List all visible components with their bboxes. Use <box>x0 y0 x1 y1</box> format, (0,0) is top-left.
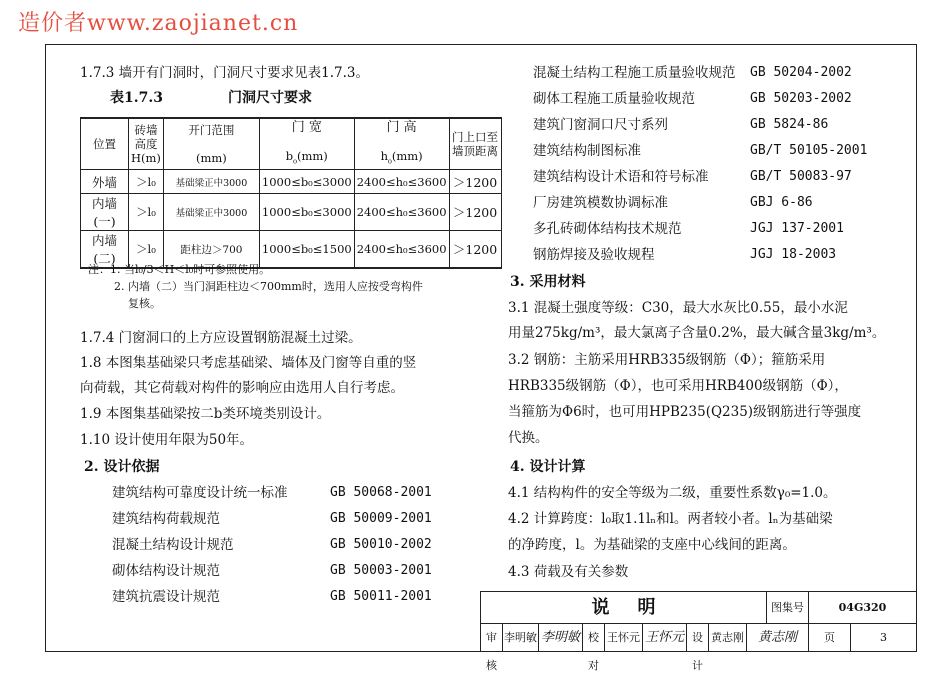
basis-name: 建筑结构设计术语和符号标准 <box>533 169 709 185</box>
heading-design-basis: 2. 设计依据 <box>84 459 160 475</box>
header-top-distance: 门上口至 墙顶距离 <box>449 118 501 170</box>
basis-name: 砌体工程施工质量验收规范 <box>533 91 695 107</box>
section-3-2-line-1: 3.2 钢筋：主筋采用HRB335级钢筋（Φ）；箍筋采用 <box>508 352 826 368</box>
section-1-10: 1.10 设计使用年限为50年。 <box>80 432 254 448</box>
cell-width: 1000≤b₀≤3000 <box>259 194 354 231</box>
section-3-2-line-4: 代换。 <box>508 430 549 446</box>
section-4-3: 4.3 荷载及有关参数 <box>508 564 629 580</box>
basis-code: GB 50010-2002 <box>330 537 432 552</box>
reviewer-name: 李明敏 <box>503 624 539 652</box>
cell-width: 1000≤b₀≤1500 <box>259 231 354 269</box>
basis-name: 混凝土结构工程施工质量验收规范 <box>533 65 736 81</box>
cell-position: 内墙(一) <box>81 194 129 231</box>
basis-name: 多孔砖砌体结构技术规范 <box>533 221 682 237</box>
basis-name: 砌体结构设计规范 <box>112 563 220 579</box>
note-2-line-2: 复核。 <box>128 297 161 310</box>
cell-top: ＞1200 <box>449 170 501 194</box>
section-1-8-line-1: 1.8 本图集基础梁只考虑基础梁、墙体及门窗等自重的竖 <box>80 355 417 371</box>
section-3-1-line-2: 用量275kg/m³，最大氯离子含量0.2%，最大碱含量3kg/m³。 <box>508 325 886 341</box>
cell-height: ＞l₀ <box>129 170 164 194</box>
cell-position: 内墙(二) <box>81 231 129 269</box>
section-4-1: 4.1 结构构件的安全等级为二级，重要性系数γ₀=1.0。 <box>508 485 837 501</box>
section-1-7-4: 1.7.4 门窗洞口的上方应设置钢筋混凝土过梁。 <box>80 330 362 346</box>
section-1-8-line-2: 向荷载，其它荷载对构件的影响应由选用人自行考虑。 <box>80 380 404 396</box>
basis-name: 混凝土结构设计规范 <box>112 537 234 553</box>
header-door-width: 门 宽 $b_{_0}(mm)$ <box>259 118 354 170</box>
cell-door-height: 2400≤h₀≤3600 <box>354 170 449 194</box>
basis-code: GB 50203-2002 <box>750 91 852 106</box>
checker-signature: 王怀元 <box>643 624 687 652</box>
heading-materials: 3. 采用材料 <box>510 274 586 290</box>
title-block <box>480 591 917 672</box>
header-position: 位置 <box>81 118 129 170</box>
cell-door-height: 2400≤h₀≤3600 <box>354 194 449 231</box>
basis-name: 厂房建筑模数协调标准 <box>533 195 668 211</box>
basis-code: GBJ 6-86 <box>750 195 813 210</box>
designer-name: 黄志刚 <box>709 624 747 652</box>
cell-width: 1000≤b₀≤3000 <box>259 170 354 194</box>
table-row <box>81 170 502 194</box>
check-label: 校对 <box>583 624 605 652</box>
designer-signature: 黄志刚 <box>747 624 809 652</box>
door-opening-table <box>80 117 502 269</box>
atlas-number-label: 图集号 <box>767 592 809 624</box>
cell-range: 基础梁正中3000 <box>163 194 259 231</box>
basis-code: GB 50068-2001 <box>330 485 432 500</box>
note-2-line-1: 2. 内墙（二）当门洞距柱边＜700mm时，选用人应按受弯构件 <box>114 280 423 293</box>
basis-name: 建筑结构可靠度设计统一标准 <box>112 485 288 501</box>
atlas-number: 04G320 <box>809 592 917 624</box>
header-wall-height: 砖墙 高度 H(m) <box>129 118 164 170</box>
basis-name: 建筑抗震设计规范 <box>112 589 220 605</box>
basis-name: 钢筋焊接及验收规程 <box>533 247 655 263</box>
cell-height: ＞l₀ <box>129 231 164 269</box>
basis-code: GB 50009-2001 <box>330 511 432 526</box>
section-4-2-line-2: 的净跨度，l。为基础梁的支座中心线间的距离。 <box>508 537 796 553</box>
basis-code: JGJ 18-2003 <box>750 247 837 262</box>
heading-design-calc: 4. 设计计算 <box>510 459 586 475</box>
watermark-text: 造价者www.zaojianet.cn <box>18 11 299 36</box>
table-number: 表1.7.3 <box>110 90 163 106</box>
section-3-1-line-1: 3.1 混凝土强度等级：C30，最大水灰比0.55，最小水泥 <box>508 300 848 316</box>
section-1-9: 1.9 本图集基础梁按二b类环境类别设计。 <box>80 406 331 422</box>
note-1: 注：1. 当l₀/3＜H＜l₀时可参照使用。 <box>88 263 271 276</box>
basis-code: GB/T 50105-2001 <box>750 143 868 158</box>
sheet-title: 说明 <box>481 592 767 624</box>
reviewer-signature: 李明敏 <box>539 624 583 652</box>
basis-code: GB 50011-2001 <box>330 589 432 604</box>
section-4-2-line-1: 4.2 计算跨度：l₀取1.1lₙ和l。两者较小者。lₙ为基础梁 <box>508 511 833 527</box>
basis-code: GB 5824-86 <box>750 117 829 132</box>
cell-door-height: 2400≤h₀≤3600 <box>354 231 449 269</box>
checker-name: 王怀元 <box>605 624 643 652</box>
cell-top: ＞1200 <box>449 194 501 231</box>
header-door-height: 门 高 $h_{_0}(mm)$ <box>354 118 449 170</box>
cell-position: 外墙 <box>81 170 129 194</box>
basis-name: 建筑结构荷载规范 <box>112 511 220 527</box>
section-3-2-line-3: 当箍筋为Φ6时，也可用HPB235(Q235)级钢筋进行等强度 <box>508 404 862 420</box>
header-door-range: 开门范围 (mm) <box>163 118 259 170</box>
table-title: 门洞尺寸要求 <box>228 90 312 106</box>
design-label: 设计 <box>687 624 709 652</box>
section-1-7-3: 1.7.3 墙开有门洞时，门洞尺寸要求见表1.7.3。 <box>80 65 369 81</box>
cell-range: 距柱边＞700 <box>163 231 259 269</box>
cell-range: 基础梁正中3000 <box>163 170 259 194</box>
basis-code: JGJ 137-2001 <box>750 221 844 236</box>
cell-top: ＞1200 <box>449 231 501 269</box>
review-label: 审核 <box>481 624 503 652</box>
table-row <box>81 194 502 231</box>
basis-code: GB/T 50083-97 <box>750 169 852 184</box>
section-3-2-line-2: HRB335级钢筋（Φ），也可采用HRB400级钢筋（Φ）， <box>508 378 848 394</box>
cell-height: ＞l₀ <box>129 194 164 231</box>
page-number: 3 <box>851 624 917 652</box>
basis-name: 建筑结构制图标准 <box>533 143 641 159</box>
page-label: 页 <box>809 624 851 652</box>
basis-name: 建筑门窗洞口尺寸系列 <box>533 117 668 133</box>
basis-code: GB 50003-2001 <box>330 563 432 578</box>
table-header-row <box>81 118 502 170</box>
basis-code: GB 50204-2002 <box>750 65 852 80</box>
